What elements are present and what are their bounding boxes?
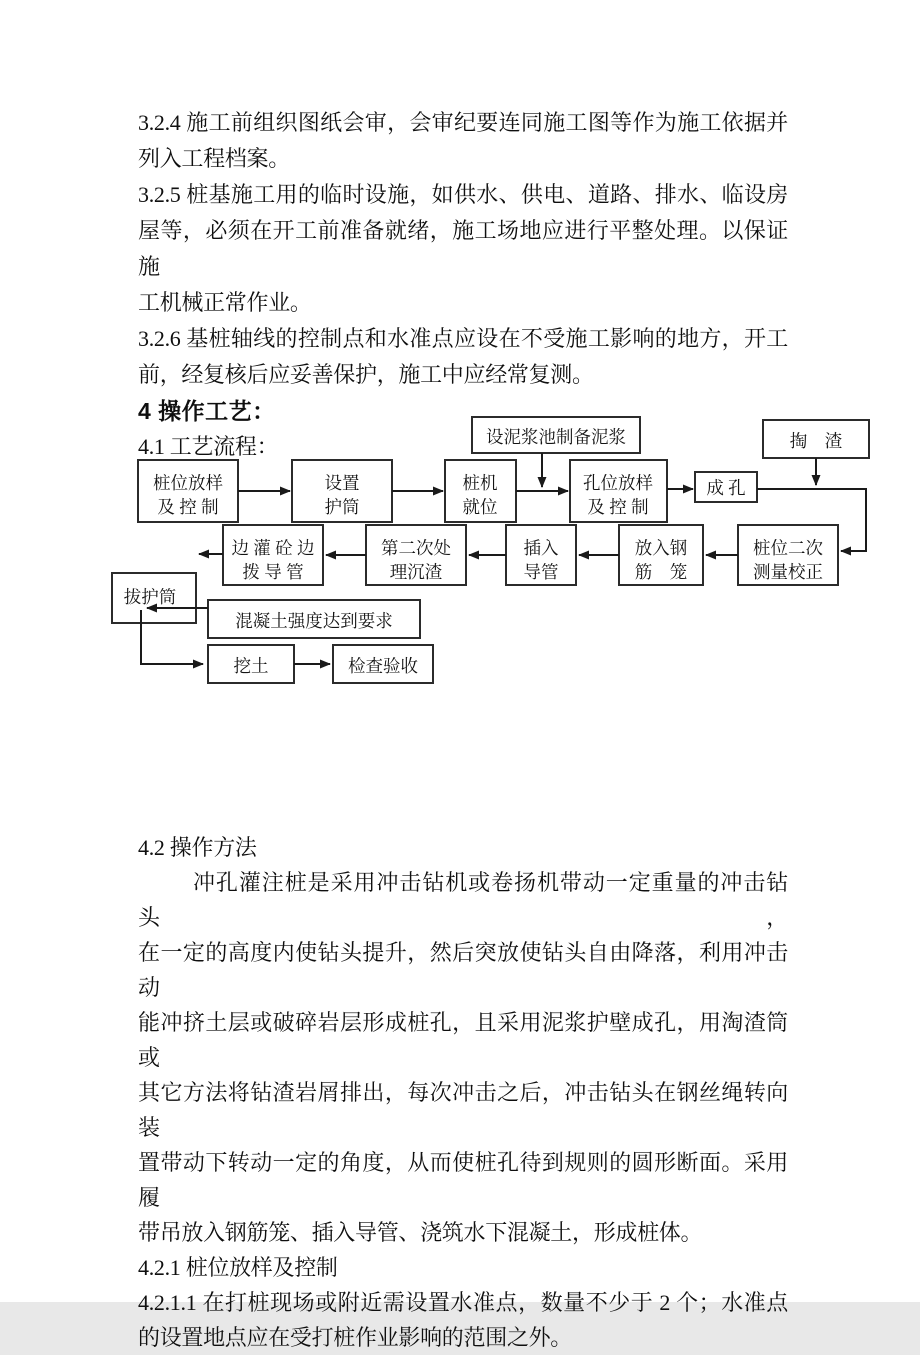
label-bail-slag: 掏 渣 [789,431,843,451]
label-rig-in-place-2: 就位 [462,497,498,517]
label-pile-recheck-1: 桩位二次 [753,538,823,558]
heading-pile-positioning-control: 4.2.1 桩位放样及控制 [138,1255,338,1280]
label-pour-concrete-1: 边 灌 砼 边 [231,538,315,558]
para-325-line3: 工机械正常作业。 [138,290,312,315]
para-4211-line2: 的设置地点应在受打桩作业影响的范围之外。 [138,1325,573,1350]
label-pile-positioning-1: 桩位放样 [153,473,223,493]
label-concrete-strength: 混凝土强度达到要求 [235,611,393,631]
heading-operation-method: 4.2 操作方法 [138,835,257,860]
label-rebar-cage-2: 筋 笼 [634,562,688,582]
label-inspect-accept: 检查验收 [348,656,418,676]
label-hole-forming: 成 孔 [706,478,746,498]
lower-text-block [138,830,788,1355]
para-326-line1: 3.2.6 基桩轴线的控制点和水准点应设在不受施工影响的地方，开工 [138,326,788,351]
para-4211-line1: 4.2.1.1 在打桩现场或附近需设置水准点，数量不少于 2 个；水准点 [138,1290,788,1315]
label-pour-concrete-2: 拨 导 管 [242,562,304,582]
para-325-line2: 屋等，必须在开工前准备就绪，施工场地应进行平整处理。以保证施 [138,218,788,279]
heading-operation-process: 4 操作工艺： [138,398,276,424]
para-324-line1: 3.2.4 施工前组织图纸会审，会审纪要连同施工图等作为施工依据并 [138,110,788,135]
label-excavate: 挖土 [233,656,269,676]
label-mud-pool: 设泥浆池制备泥浆 [486,427,626,447]
para-325-line1: 3.2.5 桩基施工用的临时设施，如供水、供电、道路、排水、临设房 [138,182,788,207]
para-42-line2: 在一定的高度内使钻头提升，然后突放使钻头自由降落，利用冲击动 [138,940,788,1000]
para-42-line1: 冲孔灌注桩是采用冲击钻机或卷扬机带动一定重量的冲击钻头， [138,870,788,930]
label-insert-tremie-1: 插入 [523,538,559,558]
label-hole-positioning-1: 孔位放样 [583,473,653,493]
label-rebar-cage-1: 放入钢 [634,538,688,558]
para-42-line5: 置带动下转动一定的角度，从而使桩孔待到规则的圆形断面。采用履 [138,1150,788,1210]
para-42-line3: 能冲挤土层或破碎岩层形成桩孔，且采用泥浆护壁成孔，用淘渣筒或 [138,1010,788,1070]
heading-process-flow: 4.1 工艺流程： [138,434,279,459]
para-42-line4: 其它方法将钻渣岩屑排出，每次冲击之后，冲击钻头在钢丝绳转向装 [138,1080,788,1140]
label-rig-in-place-1: 桩机 [462,473,498,493]
label-pile-positioning-2: 及 控 制 [157,497,219,517]
label-second-desilting-1: 第二次处 [381,538,451,558]
label-second-desilting-2: 理沉渣 [389,562,443,582]
label-set-casing-2: 护筒 [324,497,360,517]
label-set-casing-1: 设置 [324,473,360,493]
label-insert-tremie-2: 导管 [523,562,559,582]
label-hole-positioning-2: 及 控 制 [587,497,649,517]
para-324-line2: 列入工程档案。 [138,146,290,171]
para-326-line2: 前，经复核后应妥善保护，施工中应经常复测。 [138,362,594,387]
para-42-line6: 带吊放入钢筋笼、插入导管、浇筑水下混凝土，形成桩体。 [138,1220,703,1245]
label-pull-casing: 拔护筒 [123,587,177,607]
label-pile-recheck-2: 测量校正 [753,562,823,582]
